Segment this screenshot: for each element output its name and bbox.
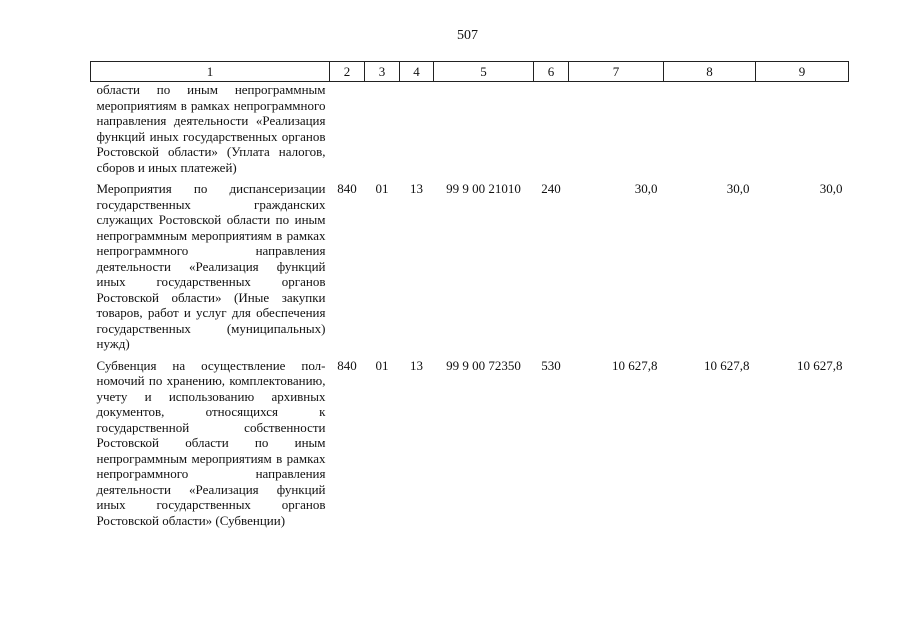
row-amount-7: 30,0 (634, 181, 658, 196)
row-code-6: 240 (541, 181, 561, 196)
row-amount-7: 10 627,8 (612, 357, 658, 373)
table-row (91, 82, 849, 176)
row-amount-9 (756, 82, 849, 176)
row-code-5 (434, 82, 534, 176)
header-col-6: 6 (534, 62, 569, 82)
row-code-3: 01 (375, 357, 389, 373)
header-col-7: 7 (569, 62, 664, 82)
row-code-2 (330, 82, 365, 176)
row-code-6 (534, 82, 569, 176)
header-col-1: 1 (91, 62, 330, 82)
row-code-2: 840 (337, 357, 357, 373)
header-col-4: 4 (400, 62, 434, 82)
table-row (91, 175, 849, 352)
header-row (91, 62, 849, 82)
header-col-3: 3 (365, 62, 400, 82)
row-code-3 (365, 82, 400, 176)
row-code-3: 01 (375, 181, 389, 196)
row-amount-8: 30,0 (726, 181, 750, 196)
table-body (91, 82, 849, 529)
row-amount-8: 10 627,8 (704, 357, 750, 373)
row-name: области по иным непрограммным мероприятиям в рамках непрограммного направления деятельности «Реализация функций иных государственных органов Ростовской области» (Уплата налогов, сборов и иных платежей) (96, 82, 326, 175)
row-code-5: 99 9 00 72350 (446, 357, 521, 373)
row-code-4: 13 (410, 181, 423, 196)
header-col-9: 9 (756, 62, 849, 82)
row-code-5: 99 9 00 21010 (446, 181, 521, 196)
header-col-2: 2 (330, 62, 365, 82)
budget-table (90, 61, 849, 528)
table-row (91, 352, 849, 529)
header-col-8: 8 (664, 62, 756, 82)
page-number: 507 (457, 28, 478, 43)
row-code-6: 530 (541, 357, 561, 373)
row-amount-7 (569, 82, 664, 176)
row-amount-8 (664, 82, 756, 176)
row-amount-9: 30,0 (819, 181, 843, 196)
row-name: Субвенция на осуществление полномочий по хранению, комплектованию, учету и использованию архивных документов, относящихся к государственной собственности Ростовской области по иным непрограммным мероприятиям в рамках непрограммного направления деятельности «Реализация функций иных государственных органов Ростовской области» (Субвенции) (96, 357, 326, 528)
row-name: Мероприятия по диспансеризации государственных гражданских служащих Ростовской области по иным непрограммным мероприятиям в рамках непрограммного направления деятельности «Реализация функций иных государственных органов Ростовской области» (Иные закупки товаров, работ и услуг для обеспечения государственных (муниципальных) нужд) (96, 181, 326, 351)
table-header (91, 62, 849, 82)
header-col-5: 5 (434, 62, 534, 82)
row-code-4 (400, 82, 434, 176)
row-amount-9: 10 627,8 (797, 357, 843, 373)
row-code-2: 840 (337, 181, 357, 196)
row-code-4: 13 (410, 357, 423, 373)
